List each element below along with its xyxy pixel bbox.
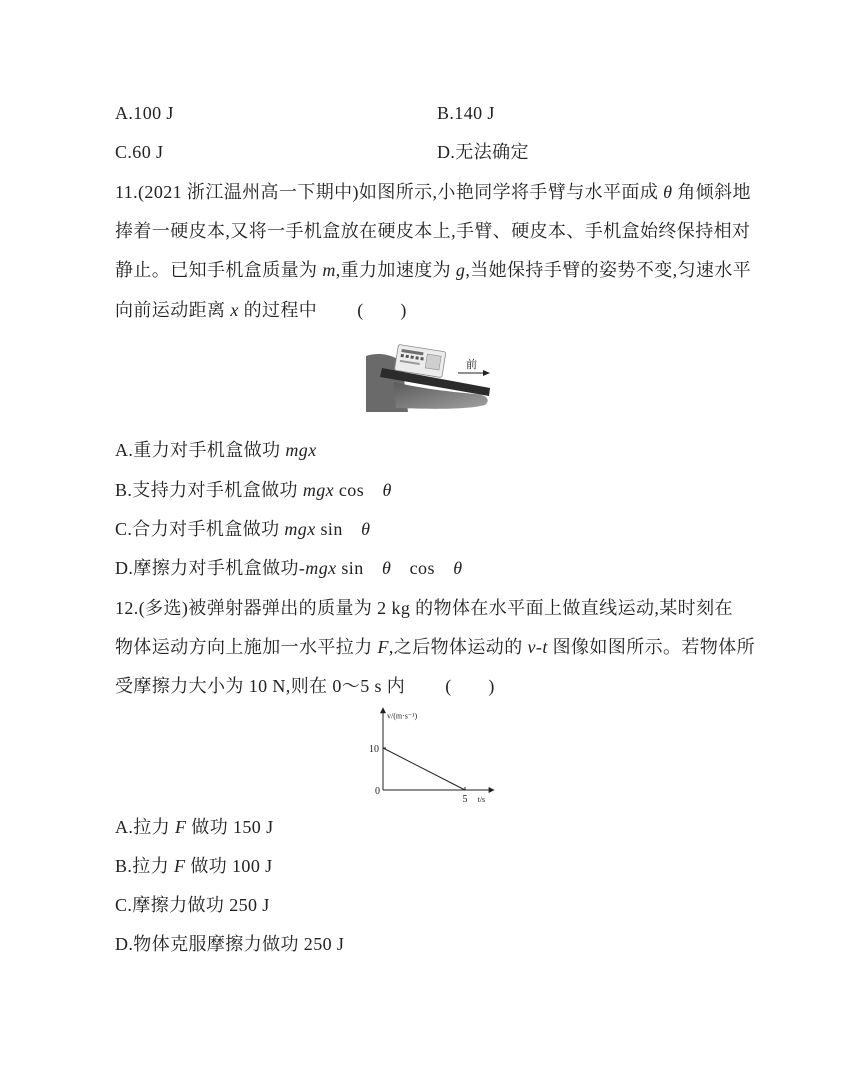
stem-text: 的过程中 [238,300,318,320]
stem-text: ,之后物体运动的 [388,637,528,657]
answer-blank: ( ) [357,300,407,320]
option-text: sin [336,558,383,578]
theta-symbol: θ [382,480,392,500]
stem-text: 向前运动距离 [115,300,231,320]
q11-option-b [115,478,392,502]
origin-label: 0 [375,786,380,797]
y-axis-arrow [380,707,386,713]
q10-option-b: B.140 J [437,103,495,123]
q12-stem-line-1 [115,596,733,620]
option-text: D.摩擦力对手机盒做功- [115,558,306,578]
y-axis-label: v/(m·s⁻¹) [387,711,418,721]
option-expression: mgx [305,558,337,578]
q10-option-a: A.100 J [115,103,174,123]
option-text: 做功 100 J [185,856,273,876]
q11-number-and-source: 11.(2021 浙江温州高一下期中)如图所示,小艳同学将手臂与水平面成 [115,182,664,202]
distance-variable: x [230,300,239,320]
x-tick-label: 5 [462,794,468,805]
option-text: sin [315,519,362,539]
stem-text: 捧着一硬皮本,又将一手机盒放在硬皮本上,手臂、硬皮本、手机盒始终保持相对 [115,221,751,241]
q10-option-c: C.60 J [115,142,164,162]
stem-text: 12.(多选)被弹射器弹出的质量为 2 kg 的物体在水平面上做直线运动,某时刻在 [115,598,733,618]
arm-book-phone-box-photo [366,344,492,412]
q11-stem-line-2 [115,219,750,243]
q10-option-d: D.无法确定 [437,142,529,162]
forward-direction-label: 前 [466,359,477,371]
force-variable: F [175,817,187,837]
option-text: C.合力对手机盒做功 [115,519,285,539]
option-expression: mgx [285,440,317,460]
forward-arrow-head [483,370,490,376]
stem-text: - [535,637,543,657]
stem-text: 图像如图所示。若物体所 [547,637,756,657]
stem-text: ,当她保持手臂的姿势不变,匀速水平 [465,260,752,280]
y-tick-label: 10 [369,744,379,755]
vt-graph [360,702,510,810]
stem-text: 静止。已知手机盒质量为 [115,260,323,280]
theta-symbol: θ [382,558,392,578]
stem-text: 角倾斜地 [672,182,751,202]
q11-option-c [115,517,370,541]
option-expression: mgx [284,519,316,539]
q12-option-c [115,893,270,917]
option-text: B.支持力对手机盒做功 [115,480,303,500]
time-variable: t [542,637,548,657]
option-text: D.物体克服摩擦力做功 250 J [115,934,345,954]
x-axis-label: t/s [477,795,486,804]
stem-text: 物体运动方向上施加一水平拉力 [115,637,378,657]
option-text: A.重力对手机盒做功 [115,440,286,460]
q12-figure [360,702,510,810]
stem-text: ,重力加速度为 [335,260,456,280]
q12-stem-line-3 [115,674,495,698]
q11-stem-line-1 [115,180,751,204]
gravity-variable: g [455,260,466,280]
option-expression: mgx [302,480,335,500]
q12-option-b [115,854,273,878]
q11-option-d [115,556,463,580]
q11-figure [366,344,492,412]
option-text: cos [391,558,454,578]
stem-text: 受摩擦力大小为 10 N,则在 0～5 s 内 [115,676,406,696]
option-text: 做功 150 J [186,817,274,837]
option-text: C.摩擦力做功 250 J [115,895,270,915]
force-variable: F [377,637,389,657]
q11-stem-line-4 [115,298,407,322]
q12-option-a [115,815,274,839]
x-axis-arrow [489,787,495,793]
answer-blank: ( ) [445,676,495,696]
vt-data-line [383,748,465,790]
option-text: cos [334,480,383,500]
theta-symbol: θ [453,558,463,578]
mass-variable: m [322,260,336,280]
theta-symbol: θ [361,519,371,539]
force-variable: F [174,856,186,876]
theta-symbol: θ [663,182,673,202]
velocity-variable: v [527,637,536,657]
q12-option-d [115,932,344,956]
q11-option-a [115,438,317,462]
option-text: A.拉力 [115,817,175,837]
option-text: B.拉力 [115,856,175,876]
q12-stem-line-2 [115,635,755,659]
q11-stem-line-3 [115,258,751,282]
